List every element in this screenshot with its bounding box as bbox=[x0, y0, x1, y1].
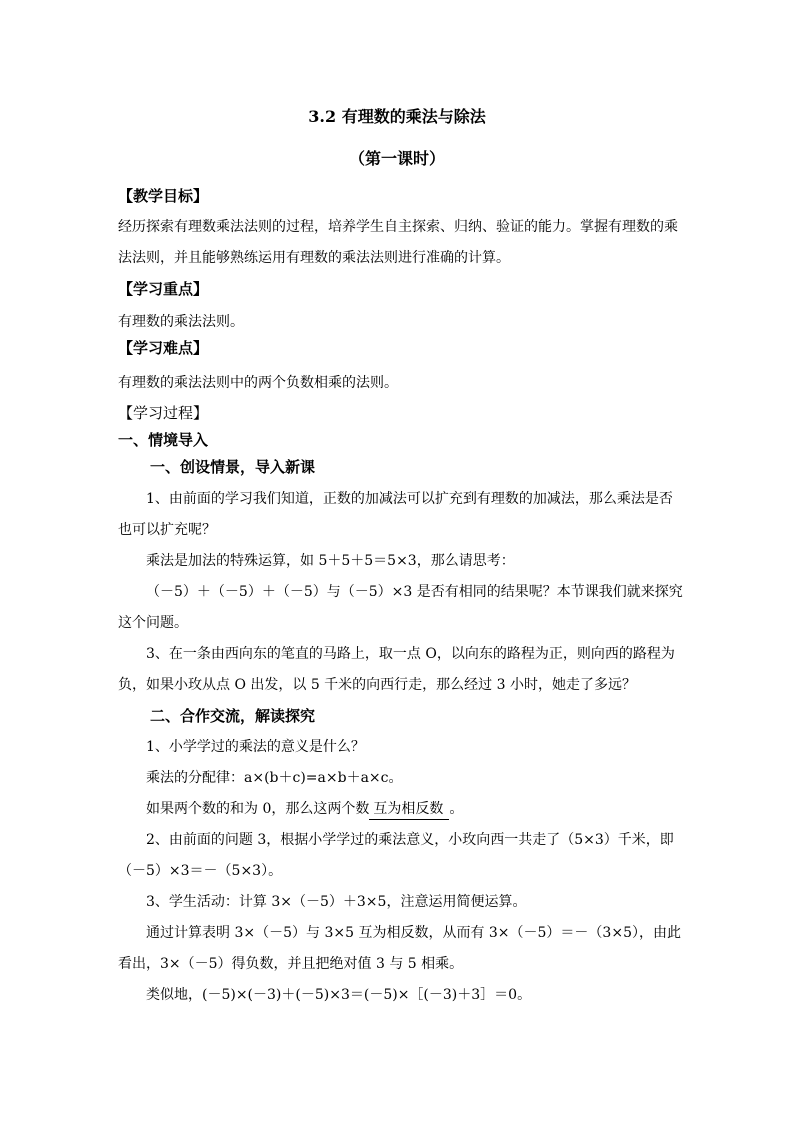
difficulties-text: 有理数的乘法法则中的两个负数相乘的法则。 bbox=[118, 375, 398, 391]
question-5: 类似地，(－5)×(－3)＋(－5)×3＝(－5)×［(－3)＋3］＝0。 bbox=[146, 987, 532, 1003]
paragraph-1-line-2: 也可以扩充呢？ bbox=[118, 522, 216, 538]
paragraph-3-line-2: 这个问题。 bbox=[118, 615, 188, 631]
opposite-sentence-end: 。 bbox=[449, 801, 464, 817]
paragraph-3-line-1: （－5）＋（－5）＋（－5）与（－5）×3 是否有相同的结果呢？本节课我们就来探究 bbox=[146, 584, 683, 600]
paragraph-2: 乘法是加法的特殊运算，如 5＋5＋5＝5×3，那么请思考： bbox=[146, 553, 515, 569]
key-points-heading: 【学习重点】 bbox=[118, 280, 209, 298]
objectives-heading: 【教学目标】 bbox=[118, 187, 209, 205]
opposite-numbers-sentence bbox=[146, 799, 706, 820]
objectives-text-line-2: 法法则，并且能够熟练运用有理数的乘法法则进行准确的计算。 bbox=[118, 250, 510, 266]
question-4-line-2: 看出，3×（－5）得负数，并且把绝对值 3 与 5 相乘。 bbox=[118, 956, 464, 972]
sub2-heading: 二、合作交流，解读探究 bbox=[150, 707, 316, 725]
paragraph-4-line-1: 3、在一条由西向东的笔直的马路上，取一点 O，以向东的路程为正，则向西的路程为 bbox=[146, 646, 675, 662]
document-subtitle: （第一课时） bbox=[348, 149, 445, 168]
opposite-sentence-text: 如果两个数的和为 0，那么这两个数 bbox=[146, 801, 370, 817]
key-points-text: 有理数的乘法法则。 bbox=[118, 314, 244, 330]
part1-heading: 一、情境导入 bbox=[118, 431, 209, 449]
document-title: 3.2 有理数的乘法与除法 bbox=[308, 107, 486, 126]
opposite-answer-blank: 互为相反数 bbox=[369, 799, 449, 820]
question-3: 3、学生活动：计算 3×（－5）＋3×5，注意运用简便运算。 bbox=[146, 894, 527, 910]
process-heading: 【学习过程】 bbox=[118, 404, 209, 422]
question-2-line-1: 2、由前面的问题 3，根据小学学过的乘法意义，小玫向西一共走了（5×3）千米，即 bbox=[146, 832, 674, 848]
distributive-law: 乘法的分配律：a×(b＋c)=a×b＋a×c。 bbox=[146, 770, 403, 786]
objectives-text-line-1: 经历探索有理数乘法法则的过程，培养学生自主探索、归纳、验证的能力。掌握有理数的乘 bbox=[118, 219, 678, 235]
question-4-line-1: 通过计算表明 3×（－5）与 3×5 互为相反数，从而有 3×（－5）＝－（3×5），由此 bbox=[146, 925, 681, 941]
paragraph-4-line-2: 负，如果小玫从点 O 出发，以 5 千米的向西行走，那么经过 3 小时，她走了多远？ bbox=[118, 677, 636, 693]
sub1-heading: 一、创设情景，导入新课 bbox=[150, 458, 316, 476]
paragraph-1-line-1: 1、由前面的学习我们知道，正数的加减法可以扩充到有理数的加减法，那么乘法是否 bbox=[146, 491, 673, 507]
difficulties-heading: 【学习难点】 bbox=[118, 339, 209, 357]
question-2-line-2: （－5）×3＝－（5×3）。 bbox=[118, 863, 283, 879]
question-1: 1、小学学过的乘法的意义是什么？ bbox=[146, 739, 365, 755]
